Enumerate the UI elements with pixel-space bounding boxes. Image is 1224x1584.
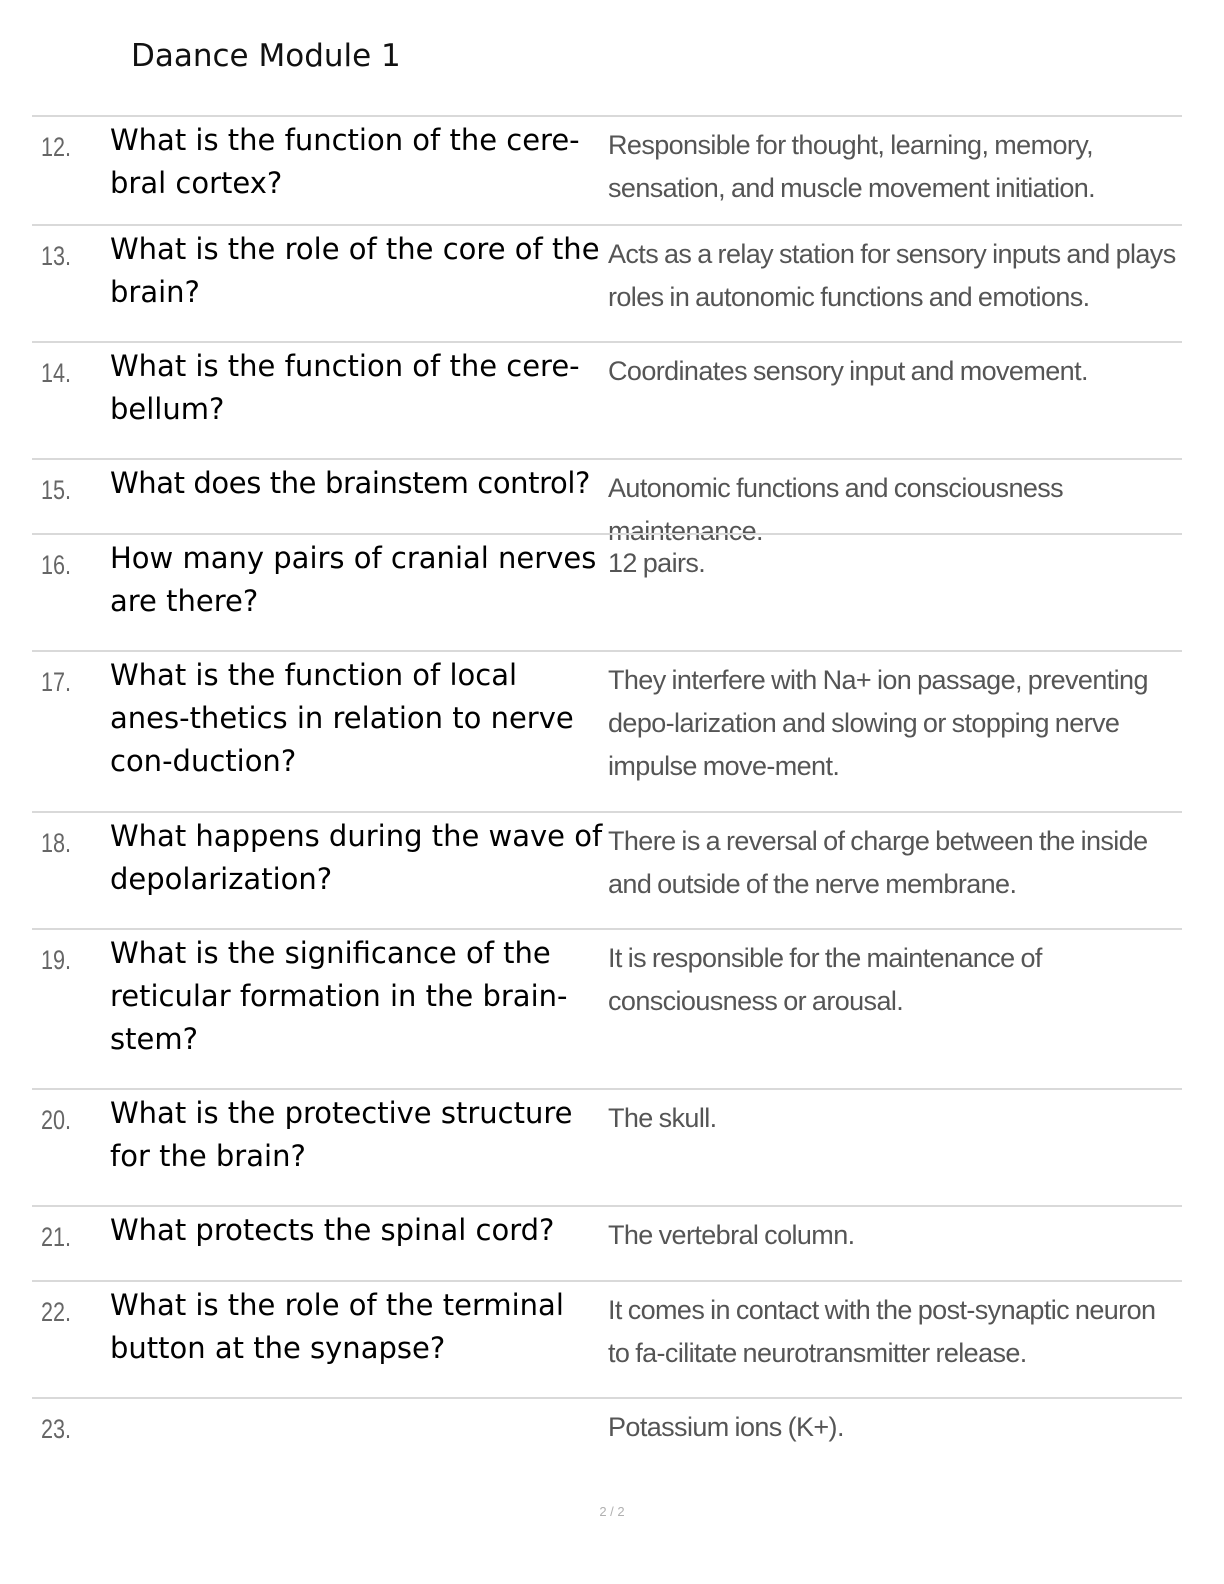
- card-question: What is the function of local anes-thetics in relation to nerve con-duction?: [110, 658, 574, 778]
- card-answer: The skull.: [608, 1103, 717, 1133]
- flashcard-row: [32, 928, 1182, 1088]
- card-question: What is the function of the cere-bral cortex?: [110, 123, 580, 200]
- card-answer: Coordinates sensory input and movement.: [608, 356, 1088, 386]
- card-number: 16.: [41, 550, 72, 580]
- card-number: 12.: [41, 132, 72, 162]
- card-answer: The vertebral column.: [608, 1220, 855, 1250]
- card-answer: Potassium ions (K+).: [608, 1412, 844, 1442]
- card-number: 18.: [41, 828, 72, 858]
- card-question: What is the role of the terminal button at the synapse?: [110, 1288, 564, 1365]
- card-question: What happens during the wave of depolarization?: [110, 819, 603, 896]
- card-question: What protects the spinal cord?: [110, 1213, 555, 1247]
- card-question: What is the protective structure for the brain?: [110, 1096, 573, 1173]
- card-number: 15.: [41, 475, 72, 505]
- card-number: 23.: [41, 1414, 72, 1444]
- flashcard-row: [32, 1280, 1182, 1397]
- card-answer: Responsible for thought, learning, memory, sensation, and muscle movement initiation.: [608, 130, 1096, 203]
- card-answer: It comes in contact with the post-synaptic neuron to fa-cilitate neurotransmitter release.: [608, 1295, 1156, 1368]
- flashcard-row: [32, 1397, 1182, 1472]
- flashcard-row: [32, 1205, 1182, 1280]
- card-number: 14.: [41, 358, 72, 388]
- flashcard-row: [32, 341, 1182, 458]
- card-number: 13.: [41, 241, 72, 271]
- card-number: 19.: [41, 945, 72, 975]
- card-answer: They interfere with Na+ ion passage, preventing depo-larization and slowing or stopping nerve impulse move-ment.: [608, 665, 1148, 781]
- card-answer: There is a reversal of charge between the inside and outside of the nerve membrane.: [608, 826, 1148, 899]
- document-title: Daance Module 1: [131, 38, 401, 74]
- card-question: What is the significance of the reticular formation in the brain-stem?: [110, 936, 568, 1056]
- card-number: 21.: [41, 1222, 72, 1252]
- card-question: What does the brainstem control?: [110, 466, 590, 500]
- card-answer: 12 pairs.: [608, 548, 706, 578]
- flashcard-list: [32, 115, 1182, 1472]
- card-question: What is the role of the core of the brain?: [110, 232, 600, 309]
- card-answer: It is responsible for the maintenance of consciousness or arousal.: [608, 943, 1042, 1016]
- card-number: 20.: [41, 1105, 72, 1135]
- card-question: What is the function of the cere-bellum?: [110, 349, 580, 426]
- flashcard-row: [32, 224, 1182, 341]
- card-answer: Autonomic functions and consciousness maintenance.: [608, 473, 1064, 546]
- flashcard-row: [32, 650, 1182, 811]
- card-answer: Acts as a relay station for sensory inputs and plays roles in autonomic functions and emotions.: [608, 239, 1176, 312]
- flashcard-row: [32, 811, 1182, 928]
- card-question: How many pairs of cranial nerves are there?: [110, 541, 597, 618]
- flashcard-row: [32, 1088, 1182, 1205]
- page-number: 2 / 2: [599, 1504, 625, 1519]
- card-number: 22.: [41, 1297, 72, 1327]
- flashcard-row: [32, 533, 1182, 650]
- flashcard-row: [32, 458, 1182, 546]
- flashcard-row: [32, 115, 1182, 224]
- card-number: 17.: [41, 667, 72, 697]
